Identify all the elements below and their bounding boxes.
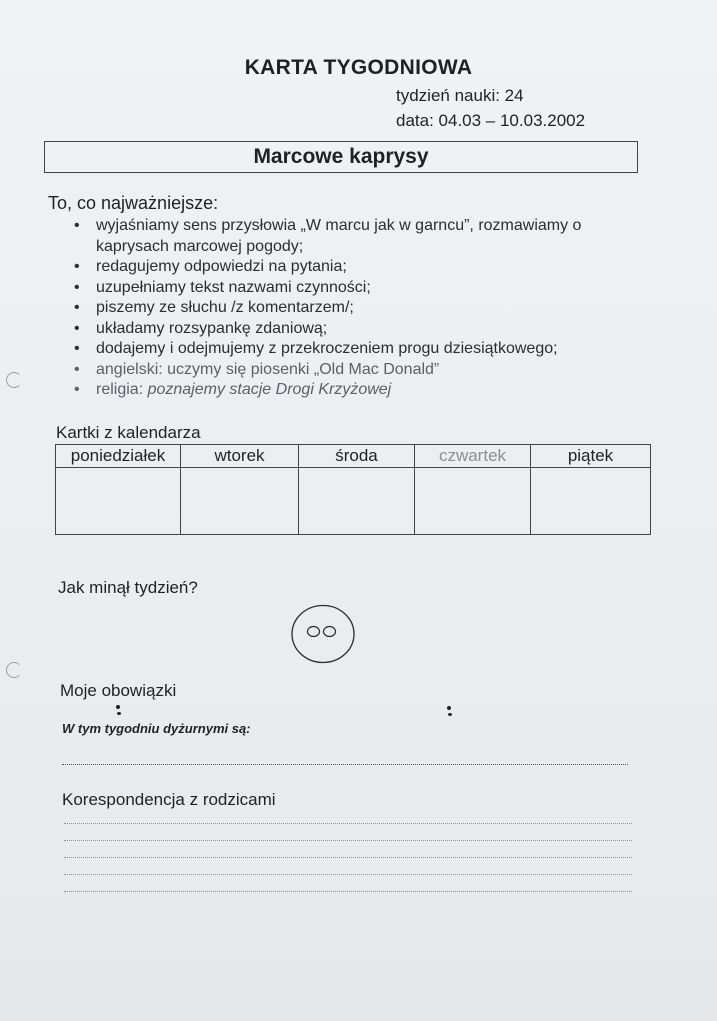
week-number: tydzień nauki: 24: [396, 86, 524, 105]
goal-item: • uzupełniamy tekst nazwami czynności;: [72, 278, 652, 299]
goal-item: • układamy rozsypankę zdaniową;: [72, 319, 652, 340]
duty-label: W tym tygodniu dyżurnymi są:: [62, 721, 251, 736]
goals-intro: To, co najważniejsze:: [48, 193, 219, 213]
calendar-cell: [299, 468, 415, 535]
ink-mark: [116, 705, 120, 709]
duties-heading: Moje obowiązki: [60, 681, 177, 700]
calendar-header-row: [56, 445, 651, 468]
day-tuesday: wtorek: [181, 445, 299, 468]
goal-item: • redagujemy odpowiedzi na pytania;: [72, 257, 652, 278]
calendar-table: [55, 444, 651, 535]
goal-item: • angielski: uczymy się piosenki „Old Mac Donald”: [72, 360, 652, 381]
correspondence-line: [64, 874, 632, 875]
page-title: KARTA TYGODNIOWA: [244, 56, 473, 79]
correspondence-line: [64, 840, 632, 841]
correspondence-line: [64, 823, 632, 824]
goal-item: • dodajemy i odejmujemy z przekroczeniem progu dziesiątkowego;: [72, 339, 652, 360]
ink-mark: [447, 706, 451, 710]
day-wednesday: środa: [299, 445, 415, 468]
correspondence-heading: Korespondencja z rodzicami: [62, 790, 276, 809]
face-drawing-icon: [291, 604, 355, 664]
ink-mark: [448, 713, 452, 716]
correspondence-line: [64, 891, 632, 892]
punch-hole: [6, 662, 22, 678]
goal-item-italic: poznajemy stacje Drogi Krzyżowej: [147, 381, 392, 398]
duty-write-line: [62, 764, 628, 765]
calendar-cell: [181, 468, 299, 535]
day-friday: piątek: [531, 445, 651, 468]
ink-mark: [117, 712, 121, 715]
punch-hole: [6, 372, 22, 388]
goal-item: • piszemy ze słuchu /z komentarzem/;: [72, 298, 652, 319]
calendar-entry-row: [56, 468, 651, 535]
week-review-heading: Jak minął tydzień?: [58, 578, 198, 597]
calendar-cell: [56, 468, 181, 535]
day-monday: poniedziałek: [56, 445, 181, 468]
calendar-cell: [531, 468, 651, 535]
date-range: data: 04.03 – 10.03.2002: [396, 111, 586, 130]
correspondence-line: [64, 857, 632, 858]
goal-item: [72, 380, 652, 401]
goals-list: [72, 216, 652, 401]
calendar-heading: Kartki z kalendarza: [56, 423, 201, 442]
day-thursday: czwartek: [415, 445, 531, 468]
calendar-cell: [415, 468, 531, 535]
goal-item-prefix: religia:: [96, 381, 148, 398]
goal-item: • wyjaśniamy sens przysłowia „W marcu jak w garncu”, rozmawiamy o kaprysach marcowej pogody;: [72, 216, 652, 257]
theme-box: [44, 141, 638, 173]
theme-title: Marcowe kaprysy: [253, 145, 429, 168]
